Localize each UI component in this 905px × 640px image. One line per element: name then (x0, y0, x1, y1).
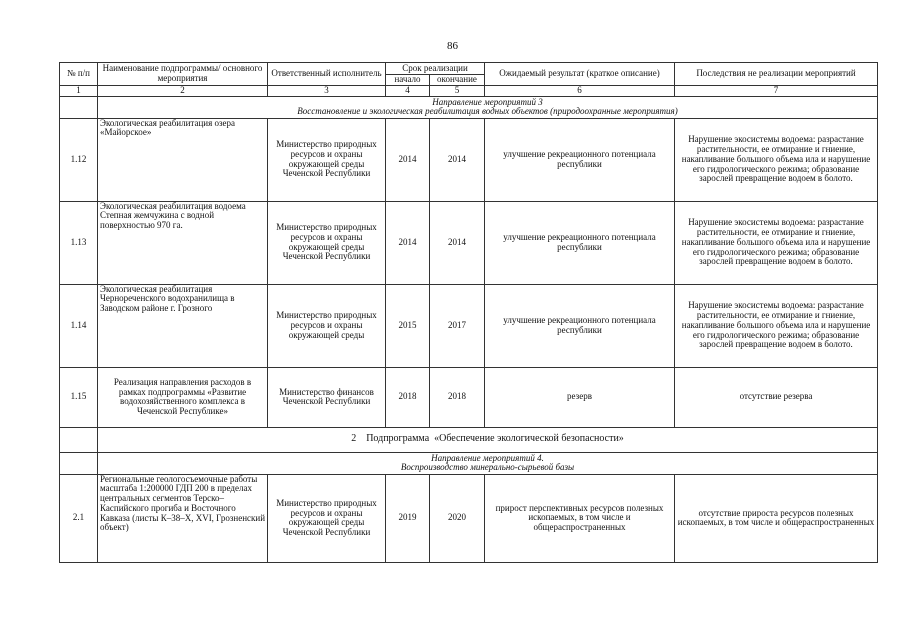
expected-result: резерв (485, 367, 675, 427)
section-subtitle: Восстановление и экологическая реабилитация водных объектов (природоохранные мероприятия) (297, 106, 678, 117)
expected-result: улучшение рекреационного потенциала республики (485, 118, 675, 201)
header-num: № п/п (60, 63, 98, 86)
header-end: окончание (430, 75, 485, 86)
header-start: начало (386, 75, 430, 86)
expected-result: улучшение рекреационного потенциала республики (485, 201, 675, 284)
header-term: Срок реализации (386, 63, 485, 75)
consequences: Нарушение экосистемы водоема: разрастание растительности, ее отмирание и гниение, накапливание большого объема ила и нарушение его гидрологического режима; образование зарослей превращение водоем в болото. (675, 118, 878, 201)
measure-name: Экологическая реабилитация озера «Майорское» (98, 118, 268, 201)
consequences: Нарушение экосистемы водоема: разрастание растительности, ее отмирание и гниение, накапливание большого объема ила и нарушение его гидрологического режима; образование зарослей превращение водоем в болото. (675, 201, 878, 284)
page-number: 86 (447, 40, 458, 52)
consequences: отсутствие прироста ресурсов полезных ископаемых, в том числе и общераспространенных (675, 474, 878, 562)
measure-name: Экологическая реабилитация водоема Степная жемчужина с водной поверхностью 970 га. (98, 201, 268, 284)
responsible: Министерство природных ресурсов и охраны окружающей среды (268, 284, 386, 367)
responsible: Министерство природных ресурсов и охраны окружающей среды Чеченской Республики (268, 118, 386, 201)
section-subtitle: Воспроизводство минерально-сырьевой базы (400, 462, 575, 473)
end-year: 2017 (430, 284, 485, 367)
measure-name: Региональные геологосъемочные работы масштаба 1:200000 ГДП 200 в пределах центральных сегментов Терско–Каспийского прогиба и Восточного Кавказа (листы К–38–X, XVI, Грозненский объект) (98, 474, 268, 562)
header-row (60, 63, 878, 75)
program-table (59, 62, 878, 563)
subprogram-title: 2 Подпрограмма «Обеспечение экологической безопасности» (98, 427, 878, 452)
measure-name: Реализация направления расходов в рамках подпрограммы «Развитие водохозяйственного комплекса в Чеченской Республике» (98, 367, 268, 427)
consequences: отсутствие резерва (675, 367, 878, 427)
end-year: 2018 (430, 367, 485, 427)
start-year: 2019 (386, 474, 430, 562)
end-year: 2014 (430, 201, 485, 284)
header-name: Наименование подпрограммы/ основного мероприятия (98, 63, 268, 86)
responsible: Министерство природных ресурсов и охраны окружающей среды Чеченской Республики (268, 201, 386, 284)
row-number: 2.1 (60, 474, 98, 562)
col-number: 2 (98, 86, 268, 97)
section-heading (98, 96, 878, 118)
section-heading (98, 452, 878, 474)
row-number: 1.14 (60, 284, 98, 367)
row-number: 1.13 (60, 201, 98, 284)
header-result: Ожидаемый результат (краткое описание) (485, 63, 675, 86)
start-year: 2015 (386, 284, 430, 367)
measure-name: Экологическая реабилитация Чернореченского водохранилища в Заводском районе г. Грозного (98, 284, 268, 367)
responsible: Министерство финансов Чеченской Республики (268, 367, 386, 427)
expected-result: улучшение рекреационного потенциала республики (485, 284, 675, 367)
responsible: Министерство природных ресурсов и охраны окружающей среды Чеченской Республики (268, 474, 386, 562)
section-title: Направление мероприятий 4. (431, 452, 544, 463)
col-number: 1 (60, 86, 98, 97)
expected-result: прирост перспективных ресурсов полезных ископаемых, в том числе и общераспространенных (485, 474, 675, 562)
row-number: 1.12 (60, 118, 98, 201)
start-year: 2018 (386, 367, 430, 427)
section-heading-row (60, 452, 878, 474)
section-title: Направление мероприятий 3 (432, 96, 543, 107)
end-year: 2014 (430, 118, 485, 201)
table-row (60, 284, 878, 367)
header-consequences: Последствия не реализации мероприятий (675, 63, 878, 86)
col-number: 3 (268, 86, 386, 97)
col-number: 7 (675, 86, 878, 97)
table-row (60, 474, 878, 562)
section-heading-row (60, 96, 878, 118)
start-year: 2014 (386, 118, 430, 201)
table-row (60, 201, 878, 284)
col-number: 4 (386, 86, 430, 97)
header-responsible: Ответственный исполнитель (268, 63, 386, 86)
consequences: Нарушение экосистемы водоема: разрастание растительности, ее отмирание и гниение, накапливание большого объема ила и нарушение его гидрологического режима; образование зарослей превращение водоем в болото. (675, 284, 878, 367)
table-row (60, 367, 878, 427)
end-year: 2020 (430, 474, 485, 562)
column-numbers-row (60, 86, 878, 97)
row-number: 1.15 (60, 367, 98, 427)
table-row (60, 118, 878, 201)
subprogram-row (60, 427, 878, 452)
col-number: 6 (485, 86, 675, 97)
col-number: 5 (430, 86, 485, 97)
start-year: 2014 (386, 201, 430, 284)
